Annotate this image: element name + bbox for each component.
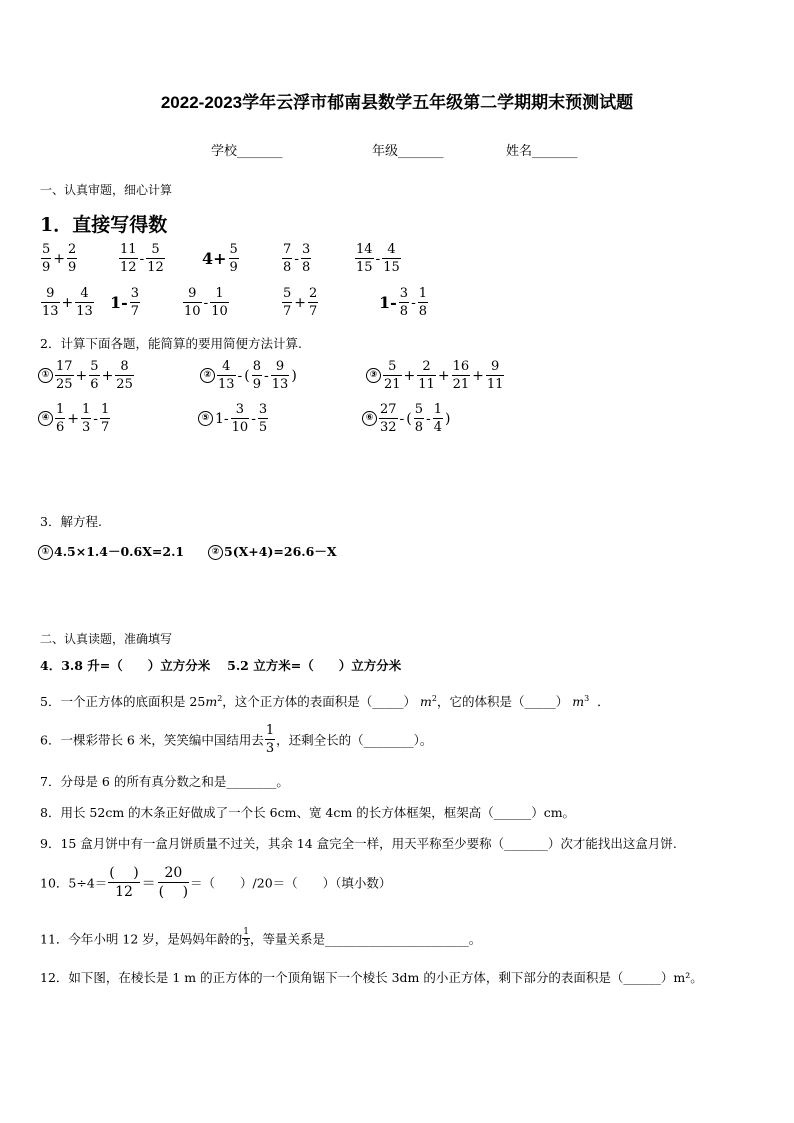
q10: 10．5÷4＝ $\frac{( )}{12}$ ＝ $\frac{20}{( )}$ ＝（ ）/20＝（ ）（填小数） bbox=[40, 865, 392, 900]
item-number: ① bbox=[38, 545, 53, 560]
item-number: ② bbox=[200, 368, 215, 383]
q1-label-text: 1．直接写得数 bbox=[40, 214, 168, 236]
fraction: $\frac{5}{7}$ bbox=[283, 286, 292, 319]
section-2-heading: 二、认真读题，准确填写 bbox=[40, 632, 173, 646]
q2-expr-4: ④ $\frac{1}{6}$ + $\frac{1}{3}$ - $\frac{1}{7}$ bbox=[38, 403, 111, 434]
fraction: $\frac{11}{12}$ bbox=[120, 242, 137, 275]
q3-eq-2: ② 5(X+4)=26.6－X bbox=[208, 542, 337, 560]
fraction: $\frac{3}{8}$ bbox=[399, 286, 409, 319]
q5: 5．一个正方体的底面积是 $25m^2$，这个正方体的表面积是（_____） $m^2$，它的体积是（_____） $m^3$ ． bbox=[40, 693, 610, 709]
fraction: $\frac{1}{8}$ bbox=[418, 286, 428, 319]
item-number: ③ bbox=[366, 368, 381, 383]
q4: 4．3.8 升=（ ）立方分米 5.2 立方米=（ ）立方分米 bbox=[40, 658, 402, 673]
fraction: $\frac{2}{9}$ bbox=[68, 242, 77, 275]
q1-item: $\frac{9}{10}$ - $\frac{1}{10}$ bbox=[184, 286, 228, 319]
fraction: $\frac{9}{13}$ bbox=[42, 286, 59, 319]
q1-item: $\frac{11}{12}$ - $\frac{5}{12}$ bbox=[120, 242, 164, 275]
fraction: $\frac{9}{10}$ bbox=[184, 286, 201, 319]
fraction: $\frac{5}{12}$ bbox=[147, 242, 164, 275]
fraction: $\frac{5}{9}$ bbox=[229, 242, 238, 275]
q2-expr-2: ② $\frac{4}{13}$ - ( $\frac{8}{9}$ - $\frac{9}{13}$ ) bbox=[200, 360, 298, 391]
item-number: ⑤ bbox=[198, 411, 213, 426]
q2-expr-3: ③ $\frac{5}{21}$ + $\frac{2}{11}$ + $\frac{16}{21}$ + $\frac{9}{11}$ bbox=[366, 360, 505, 391]
item-number: ④ bbox=[38, 411, 53, 426]
section-1-heading: 一、认真审题，细心计算 bbox=[40, 183, 173, 197]
q7: 7．分母是 6 的所有真分数之和是________。 bbox=[40, 774, 289, 789]
q1-label bbox=[40, 210, 167, 237]
q9: 9．15 盒月饼中有一盒月饼质量不过关，其余 14 盒完全一样，用天平称至少要称（_______）次才能找出这盒月饼. bbox=[40, 836, 677, 851]
school-field: 学校_______ bbox=[211, 144, 283, 159]
q12: 12．如下图，在棱长是 1 m 的正方体的一个顶角锯下一个棱长 3dm 的小正方体，剩下部分的表面积是（______）m²。 bbox=[40, 970, 703, 985]
q3-eq-1: ① 4.5×1.4－0.6X=2.1 bbox=[38, 542, 184, 560]
q2-expr-6: ⑥ $\frac{27}{32}$ - ( $\frac{5}{8}$ - $\frac{1}{4}$ ) bbox=[362, 403, 452, 434]
q1-item: 4+ $\frac{5}{9}$ bbox=[202, 242, 238, 275]
name-field: 姓名_______ bbox=[506, 144, 578, 159]
q1-item: $\frac{14}{15}$ - $\frac{4}{15}$ bbox=[356, 242, 400, 275]
fraction: $\frac{14}{15}$ bbox=[356, 242, 373, 275]
fraction: $\frac{4}{13}$ bbox=[76, 286, 93, 319]
fraction: $\frac{4}{15}$ bbox=[383, 242, 400, 275]
q1-item: $\frac{9}{13}$ + $\frac{4}{13}$ bbox=[42, 286, 93, 319]
item-number: ② bbox=[208, 545, 223, 560]
fraction: $\frac{3}{7}$ bbox=[130, 286, 140, 319]
q2-expr-1: ① $\frac{17}{25}$ + $\frac{5}{6}$ + $\frac{8}{25}$ bbox=[38, 360, 135, 391]
q11: 11．今年小明 12 岁，是妈妈年龄的 $\frac{1}{3}$ ，等量关系是_______________________。 bbox=[40, 927, 482, 949]
q1-item: $\frac{5}{7}$ + $\frac{2}{7}$ bbox=[283, 286, 318, 319]
q6: 6．一棵彩带长 6 米，笑笑编中国结用去 $\frac{1}{3}$ ，还剩全长的（________）。 bbox=[40, 723, 433, 756]
grade-field: 年级_______ bbox=[372, 144, 444, 159]
q2-label: 2．计算下面各题，能简算的要用简便方法计算. bbox=[40, 336, 302, 351]
fraction: $\frac{5}{9}$ bbox=[42, 242, 51, 275]
item-number: ① bbox=[38, 368, 53, 383]
item-number: ⑥ bbox=[362, 411, 377, 426]
q8: 8．用长 52cm 的木条正好做成了一个长 6cm、宽 4cm 的长方体框架，框架高（______）cm。 bbox=[40, 805, 576, 820]
q1-item: 1- $\frac{3}{8}$ - $\frac{1}{8}$ bbox=[379, 286, 428, 319]
fraction: $\frac{2}{7}$ bbox=[309, 286, 318, 319]
fraction: $\frac{7}{8}$ bbox=[283, 242, 292, 275]
q3-label: 3．解方程. bbox=[40, 514, 102, 529]
fraction: $\frac{1}{10}$ bbox=[211, 286, 228, 319]
q1-item: $\frac{5}{9}$ + $\frac{2}{9}$ bbox=[42, 242, 77, 275]
q2-expr-5: ⑤ 1- $\frac{3}{10}$ - $\frac{3}{5}$ bbox=[198, 403, 269, 434]
fraction: $\frac{3}{8}$ bbox=[302, 242, 311, 275]
page-title: 2022-2023学年云浮市郁南县数学五年级第二学期期末预测试题 bbox=[160, 93, 634, 112]
q1-item: 1- $\frac{3}{7}$ bbox=[110, 286, 140, 319]
q1-item: $\frac{7}{8}$ - $\frac{3}{8}$ bbox=[283, 242, 311, 275]
